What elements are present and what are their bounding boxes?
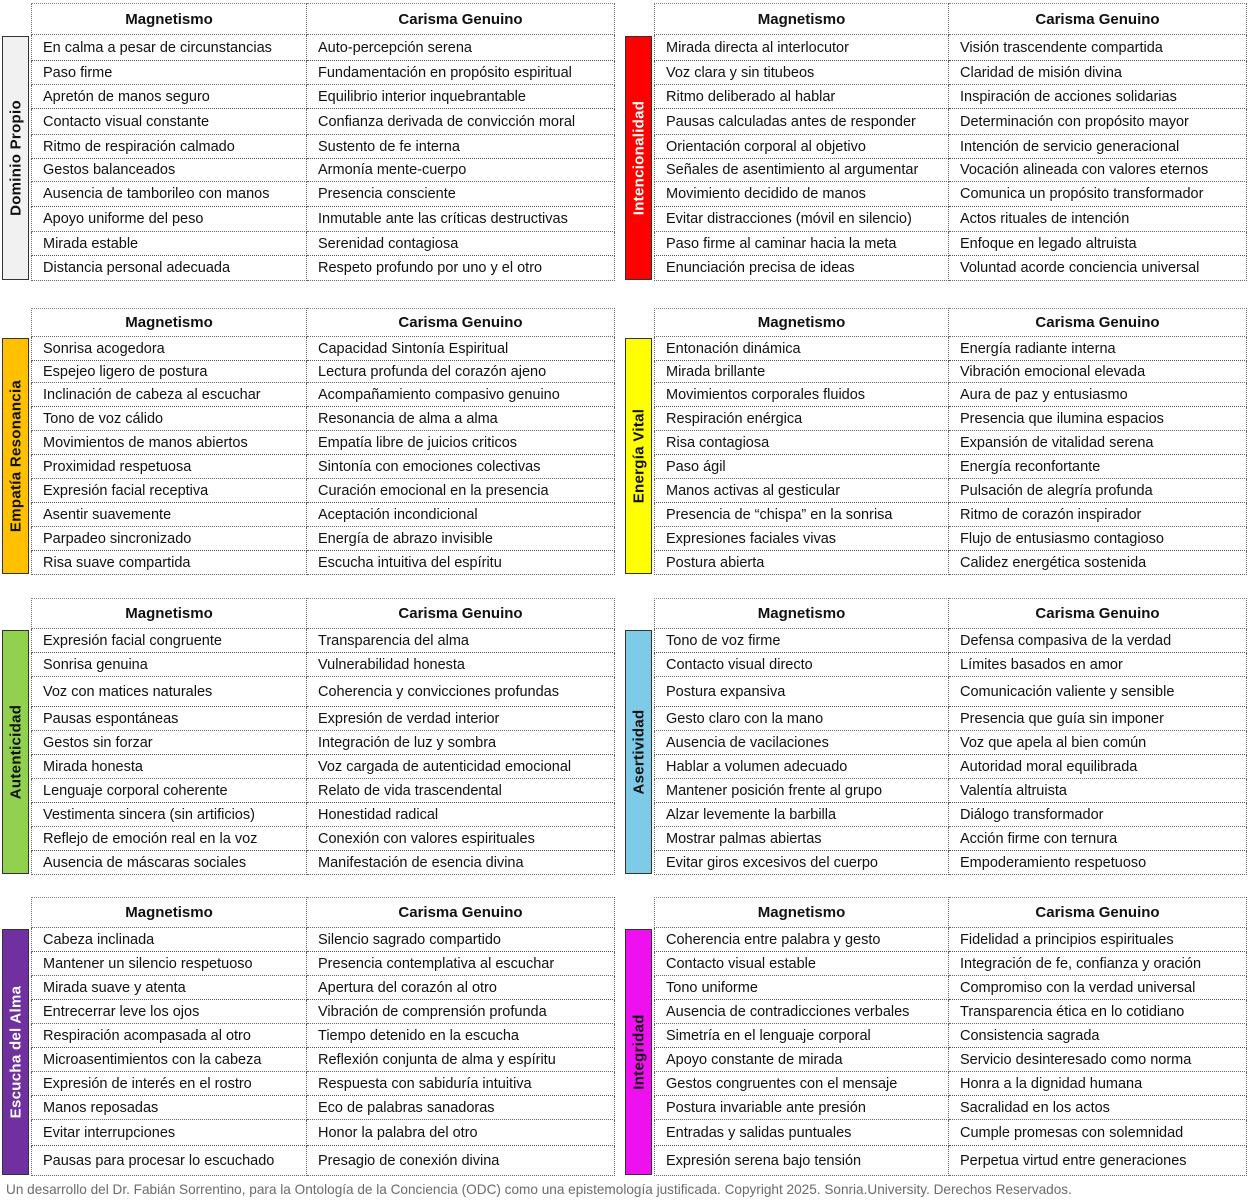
magnetismo-cell: Reflejo de emoción real en la voz (32, 827, 307, 851)
carisma-cell: Apertura del corazón al otro (307, 976, 615, 1000)
carisma-cell: Consistencia sagrada (949, 1024, 1247, 1048)
category-label-bar (2, 36, 29, 280)
carisma-cell: Conexión con valores espirituales (307, 827, 615, 851)
carisma-cell: Compromiso con la verdad universal (949, 976, 1247, 1000)
header-carisma-genuino: Carisma Genuino (949, 309, 1247, 337)
table-row (655, 232, 1247, 256)
carisma-cell: Eco de palabras sanadoras (307, 1096, 615, 1120)
magnetismo-cell: Expresión serena bajo tensión (655, 1146, 949, 1176)
magnetismo-cell: Movimientos corporales fluidos (655, 383, 949, 407)
header-magnetismo: Magnetismo (32, 898, 307, 928)
carisma-cell: Curación emocional en la presencia (307, 479, 615, 503)
magnetismo-cell: Postura expansiva (655, 677, 949, 707)
carisma-cell: Serenidad contagiosa (307, 232, 615, 256)
panel-integridad (625, 897, 1246, 1175)
magnetismo-cell: Parpadeo sincronizado (32, 527, 307, 551)
carisma-cell: Inmutable ante las críticas destructivas (307, 207, 615, 232)
magnetismo-cell: Asentir suavemente (32, 503, 307, 527)
magnetismo-cell: Movimiento decidido de manos (655, 182, 949, 207)
magnetismo-cell: Mantener posición frente al grupo (655, 779, 949, 803)
table-row (655, 1146, 1247, 1176)
carisma-cell: Presencia consciente (307, 182, 615, 207)
magnetismo-cell: Contacto visual constante (32, 109, 307, 135)
magnetismo-cell: Mirada suave y atenta (32, 976, 307, 1000)
table-row (32, 361, 615, 383)
carisma-cell: Expansión de vitalidad serena (949, 431, 1247, 455)
carisma-cell: Inspiración de acciones solidarias (949, 85, 1247, 109)
carisma-cell: Presagio de conexión divina (307, 1146, 615, 1176)
magnetismo-cell: Pausas para procesar lo escuchado (32, 1146, 307, 1176)
table-row (32, 207, 615, 232)
magnetismo-cell: Enunciación precisa de ideas (655, 256, 949, 281)
carisma-cell: Fidelidad a principios espirituales (949, 928, 1247, 952)
magnetismo-cell: Evitar distracciones (móvil en silencio) (655, 207, 949, 232)
carisma-cell: Escucha intuitiva del espíritu (307, 551, 615, 575)
carisma-cell: Sustento de fe interna (307, 135, 615, 159)
panel-table (654, 3, 1247, 281)
panel-table (31, 3, 615, 281)
table-row (32, 1120, 615, 1146)
panel-table (654, 598, 1247, 875)
table-row (32, 455, 615, 479)
magnetismo-cell: Cabeza inclinada (32, 928, 307, 952)
carisma-cell: Energía reconfortante (949, 455, 1247, 479)
carisma-cell: Equilibrio interior inquebrantable (307, 85, 615, 109)
carisma-cell: Presencia que ilumina espacios (949, 407, 1247, 431)
magnetismo-cell: Lenguaje corporal coherente (32, 779, 307, 803)
magnetismo-cell: Sonrisa acogedora (32, 337, 307, 361)
carisma-cell: Tiempo detenido en la escucha (307, 1024, 615, 1048)
table-row (32, 232, 615, 256)
carisma-cell: Sacralidad en los actos (949, 1096, 1247, 1120)
category-label-bar (625, 338, 652, 574)
table-row (655, 182, 1247, 207)
table-row (655, 207, 1247, 232)
carisma-cell: Cumple promesas con solemnidad (949, 1120, 1247, 1146)
table-row (655, 1072, 1247, 1096)
carisma-cell: Acción firme con ternura (949, 827, 1247, 851)
table-row (32, 527, 615, 551)
table-row (655, 1000, 1247, 1024)
carisma-cell: Determinación con propósito mayor (949, 109, 1247, 135)
table-row (32, 976, 615, 1000)
table-row (32, 1072, 615, 1096)
carisma-cell: Sintonía con emociones colectivas (307, 455, 615, 479)
header-carisma-genuino: Carisma Genuino (307, 599, 615, 629)
table-row (655, 928, 1247, 952)
table-row (32, 1000, 615, 1024)
table-row (655, 827, 1247, 851)
carisma-cell: Relato de vida trascendental (307, 779, 615, 803)
table-row (32, 407, 615, 431)
carisma-cell: Defensa compasiva de la verdad (949, 629, 1247, 653)
table-row (655, 731, 1247, 755)
magnetismo-cell: Gestos sin forzar (32, 731, 307, 755)
table-row (32, 1146, 615, 1176)
table-row (655, 159, 1247, 182)
table-row (32, 35, 615, 61)
header-magnetismo: Magnetismo (32, 4, 307, 35)
magnetismo-cell: Postura abierta (655, 551, 949, 575)
table-row (655, 361, 1247, 383)
carisma-cell: Integración de fe, confianza y oración (949, 952, 1247, 976)
carisma-cell: Pulsación de alegría profunda (949, 479, 1247, 503)
carisma-cell: Diálogo transformador (949, 803, 1247, 827)
carisma-cell: Flujo de entusiasmo contagioso (949, 527, 1247, 551)
carisma-cell: Manifestación de esencia divina (307, 851, 615, 875)
magnetismo-cell: Expresión facial receptiva (32, 479, 307, 503)
magnetismo-cell: Paso firme (32, 61, 307, 85)
table-row (655, 952, 1247, 976)
table-row (32, 159, 615, 182)
table-row (32, 383, 615, 407)
header-magnetismo: Magnetismo (32, 309, 307, 337)
magnetismo-cell: Simetría en el lenguaje corporal (655, 1024, 949, 1048)
table-row (655, 803, 1247, 827)
carisma-cell: Claridad de misión divina (949, 61, 1247, 85)
table-row (655, 677, 1247, 707)
table-row (32, 827, 615, 851)
copyright-footer: Un desarrollo del Dr. Fabián Sorrentino, para la Ontología de la Conciencia (ODC) como una epistemología justificada. Copyright 2025. Sonria.University. Derechos Reservados. (6, 1182, 1072, 1197)
header-carisma-genuino: Carisma Genuino (307, 898, 615, 928)
category-label-bar (2, 630, 29, 874)
table-row (655, 431, 1247, 455)
magnetismo-cell: Contacto visual directo (655, 653, 949, 677)
magnetismo-cell: Manos activas al gesticular (655, 479, 949, 503)
carisma-cell: Resonancia de alma a alma (307, 407, 615, 431)
carisma-cell: Voz que apela al bien común (949, 731, 1247, 755)
magnetismo-cell: Expresiones faciales vivas (655, 527, 949, 551)
carisma-cell: Visión trascendente compartida (949, 35, 1247, 61)
table-row (32, 629, 615, 653)
carisma-cell: Transparencia ética en lo cotidiano (949, 1000, 1247, 1024)
magnetismo-cell: Risa contagiosa (655, 431, 949, 455)
category-label: Asertividad (630, 709, 647, 795)
carisma-cell: Acompañamiento compasivo genuino (307, 383, 615, 407)
carisma-cell: Voluntad acorde conciencia universal (949, 256, 1247, 281)
table-row (655, 135, 1247, 159)
carisma-cell: Presencia contemplativa al escuchar (307, 952, 615, 976)
category-label: Intencionalidad (630, 100, 647, 216)
category-label-bar (625, 36, 652, 280)
table-row (32, 551, 615, 575)
category-label-bar (2, 338, 29, 574)
category-label: Energía Vital (630, 408, 647, 504)
magnetismo-cell: Manos reposadas (32, 1096, 307, 1120)
magnetismo-cell: Evitar interrupciones (32, 1120, 307, 1146)
table-row (655, 707, 1247, 731)
table-row (655, 629, 1247, 653)
magnetismo-cell: Expresión de interés en el rostro (32, 1072, 307, 1096)
carisma-cell: Comunicación valiente y sensible (949, 677, 1247, 707)
magnetismo-cell: Risa suave compartida (32, 551, 307, 575)
magnetismo-cell: Proximidad respetuosa (32, 455, 307, 479)
header-magnetismo: Magnetismo (655, 309, 949, 337)
magnetismo-cell: Microasentimientos con la cabeza (32, 1048, 307, 1072)
magnetismo-cell: Gestos congruentes con el mensaje (655, 1072, 949, 1096)
magnetismo-cell: Señales de asentimiento al argumentar (655, 159, 949, 182)
carisma-cell: Empatía libre de juicios criticos (307, 431, 615, 455)
table-row (655, 755, 1247, 779)
table-row (655, 551, 1247, 575)
magnetismo-cell: Presencia de “chispa” en la sonrisa (655, 503, 949, 527)
panel-table (31, 598, 615, 875)
carisma-cell: Armonía mente-cuerpo (307, 159, 615, 182)
header-carisma-genuino: Carisma Genuino (949, 898, 1247, 928)
table-row (655, 337, 1247, 361)
table-row (32, 1096, 615, 1120)
carisma-cell: Comunica un propósito transformador (949, 182, 1247, 207)
magnetismo-cell: Ausencia de contradicciones verbales (655, 1000, 949, 1024)
panel-dominio-propio (2, 3, 614, 280)
magnetismo-cell: Orientación corporal al objetivo (655, 135, 949, 159)
magnetismo-cell: Hablar a volumen adecuado (655, 755, 949, 779)
panel-energia-vital (625, 308, 1246, 574)
table-row (655, 109, 1247, 135)
carisma-cell: Capacidad Sintonía Espiritual (307, 337, 615, 361)
table-row (32, 677, 615, 707)
magnetismo-cell: Mirada estable (32, 232, 307, 256)
header-magnetismo: Magnetismo (655, 898, 949, 928)
magnetismo-cell: Entradas y salidas puntuales (655, 1120, 949, 1146)
carisma-cell: Lectura profunda del corazón ajeno (307, 361, 615, 383)
header-magnetismo: Magnetismo (655, 599, 949, 629)
magnetismo-cell: Pausas calculadas antes de responder (655, 109, 949, 135)
table-row (655, 851, 1247, 875)
carisma-cell: Honor la palabra del otro (307, 1120, 615, 1146)
magnetismo-cell: Ausencia de máscaras sociales (32, 851, 307, 875)
table-row (655, 976, 1247, 1000)
table-row (655, 1024, 1247, 1048)
category-label-bar (625, 929, 652, 1175)
table-row (32, 61, 615, 85)
magnetismo-cell: Entonación dinámica (655, 337, 949, 361)
carisma-cell: Autoridad moral equilibrada (949, 755, 1247, 779)
panel-table (31, 308, 615, 575)
table-row (655, 61, 1247, 85)
table-row (32, 109, 615, 135)
magnetismo-cell: En calma a pesar de circunstancias (32, 35, 307, 61)
magnetismo-cell: Gestos balanceados (32, 159, 307, 182)
carisma-cell: Perpetua virtud entre generaciones (949, 1146, 1247, 1176)
table-row (32, 337, 615, 361)
table-row (32, 479, 615, 503)
table-row (32, 803, 615, 827)
magnetismo-cell: Tono uniforme (655, 976, 949, 1000)
carisma-cell: Vibración de comprensión profunda (307, 1000, 615, 1024)
table-row (32, 256, 615, 281)
magnetismo-cell: Apretón de manos seguro (32, 85, 307, 109)
magnetismo-cell: Voz con matices naturales (32, 677, 307, 707)
table-row (655, 503, 1247, 527)
magnetismo-cell: Respiración acompasada al otro (32, 1024, 307, 1048)
magnetismo-cell: Inclinación de cabeza al escuchar (32, 383, 307, 407)
magnetismo-cell: Espejeo ligero de postura (32, 361, 307, 383)
table-row (32, 1048, 615, 1072)
category-label-bar (2, 929, 29, 1175)
carisma-cell: Voz cargada de autenticidad emocional (307, 755, 615, 779)
table-row (655, 455, 1247, 479)
carisma-cell: Transparencia del alma (307, 629, 615, 653)
magnetismo-cell: Expresión facial congruente (32, 629, 307, 653)
carisma-cell: Vibración emocional elevada (949, 361, 1247, 383)
magnetismo-cell: Tono de voz cálido (32, 407, 307, 431)
carisma-cell: Actos rituales de intención (949, 207, 1247, 232)
carisma-cell: Honra a la dignidad humana (949, 1072, 1247, 1096)
table-row (655, 527, 1247, 551)
magnetismo-cell: Mantener un silencio respetuoso (32, 952, 307, 976)
table-row (655, 1096, 1247, 1120)
panel-intencionalidad (625, 3, 1246, 280)
header-magnetismo: Magnetismo (655, 4, 949, 35)
category-label: Autenticidad (7, 704, 24, 800)
magnetismo-cell: Pausas espontáneas (32, 707, 307, 731)
table-row (32, 503, 615, 527)
magnetismo-cell: Ritmo deliberado al hablar (655, 85, 949, 109)
carisma-cell: Coherencia y convicciones profundas (307, 677, 615, 707)
carisma-cell: Integración de luz y sombra (307, 731, 615, 755)
category-label-bar (625, 630, 652, 874)
carisma-cell: Vocación alineada con valores eternos (949, 159, 1247, 182)
table-row (655, 35, 1247, 61)
carisma-cell: Calidez energética sostenida (949, 551, 1247, 575)
category-label: Escucha del Alma (7, 985, 24, 1119)
table-row (32, 707, 615, 731)
table-row (32, 85, 615, 109)
header-magnetismo: Magnetismo (32, 599, 307, 629)
table-row (32, 731, 615, 755)
header-carisma-genuino: Carisma Genuino (949, 599, 1247, 629)
carisma-cell: Intención de servicio generacional (949, 135, 1247, 159)
carisma-cell: Empoderamiento respetuoso (949, 851, 1247, 875)
table-row (32, 431, 615, 455)
carisma-cell: Vulnerabilidad honesta (307, 653, 615, 677)
panel-autenticidad (2, 598, 614, 874)
magnetismo-cell: Movimientos de manos abiertos (32, 431, 307, 455)
panel-empatia-resonancia (2, 308, 614, 574)
table-row (32, 135, 615, 159)
carisma-cell: Presencia que guía sin imponer (949, 707, 1247, 731)
table-row (32, 755, 615, 779)
table-row (32, 779, 615, 803)
magnetismo-cell: Mirada brillante (655, 361, 949, 383)
carisma-cell: Silencio sagrado compartido (307, 928, 615, 952)
header-carisma-genuino: Carisma Genuino (949, 4, 1247, 35)
table-row (655, 383, 1247, 407)
magnetismo-cell: Evitar giros excesivos del cuerpo (655, 851, 949, 875)
table-row (32, 952, 615, 976)
magnetismo-cell: Mirada directa al interlocutor (655, 35, 949, 61)
magnetismo-cell: Apoyo uniforme del peso (32, 207, 307, 232)
magnetismo-cell: Ritmo de respiración calmado (32, 135, 307, 159)
carisma-cell: Energía de abrazo invisible (307, 527, 615, 551)
category-label: Integridad (630, 1014, 647, 1090)
magnetismo-cell: Ausencia de vacilaciones (655, 731, 949, 755)
carisma-cell: Auto-percepción serena (307, 35, 615, 61)
category-label: Empatía Resonancia (7, 379, 24, 533)
table-row (655, 1120, 1247, 1146)
carisma-cell: Aceptación incondicional (307, 503, 615, 527)
panel-table (654, 308, 1247, 575)
carisma-cell: Ritmo de corazón inspirador (949, 503, 1247, 527)
panel-asertividad (625, 598, 1246, 874)
magnetismo-cell: Entrecerrar leve los ojos (32, 1000, 307, 1024)
table-row (655, 1048, 1247, 1072)
carisma-cell: Expresión de verdad interior (307, 707, 615, 731)
magnetismo-cell: Gesto claro con la mano (655, 707, 949, 731)
carisma-cell: Límites basados en amor (949, 653, 1247, 677)
magnetismo-cell: Paso firme al caminar hacia la meta (655, 232, 949, 256)
magnetismo-cell: Mostrar palmas abiertas (655, 827, 949, 851)
magnetismo-cell: Respiración enérgica (655, 407, 949, 431)
carisma-cell: Respeto profundo por uno y el otro (307, 256, 615, 281)
carisma-cell: Confianza derivada de convicción moral (307, 109, 615, 135)
panel-table (654, 897, 1247, 1176)
header-carisma-genuino: Carisma Genuino (307, 309, 615, 337)
magnetismo-cell: Voz clara y sin titubeos (655, 61, 949, 85)
table-row (32, 653, 615, 677)
magnetismo-cell: Postura invariable ante presión (655, 1096, 949, 1120)
table-row (32, 851, 615, 875)
carisma-cell: Honestidad radical (307, 803, 615, 827)
magnetismo-cell: Tono de voz firme (655, 629, 949, 653)
magnetismo-cell: Mirada honesta (32, 755, 307, 779)
table-row (32, 182, 615, 207)
carisma-cell: Fundamentación en propósito espiritual (307, 61, 615, 85)
magnetismo-cell: Distancia personal adecuada (32, 256, 307, 281)
category-label: Dominio Propio (7, 100, 24, 216)
carisma-cell: Energía radiante interna (949, 337, 1247, 361)
carisma-cell: Reflexión conjunta de alma y espíritu (307, 1048, 615, 1072)
magnetismo-cell: Apoyo constante de mirada (655, 1048, 949, 1072)
magnetismo-cell: Coherencia entre palabra y gesto (655, 928, 949, 952)
magnetismo-cell: Vestimenta sincera (sin artificios) (32, 803, 307, 827)
magnetismo-cell: Alzar levemente la barbilla (655, 803, 949, 827)
table-row (655, 407, 1247, 431)
carisma-cell: Servicio desinteresado como norma (949, 1048, 1247, 1072)
panel-escucha-del-alma (2, 897, 614, 1175)
panel-table (31, 897, 615, 1176)
table-row (655, 479, 1247, 503)
table-row (32, 928, 615, 952)
table-row (655, 779, 1247, 803)
magnetismo-cell: Paso ágil (655, 455, 949, 479)
magnetismo-cell: Ausencia de tamborileo con manos (32, 182, 307, 207)
table-row (655, 256, 1247, 281)
table-row (32, 1024, 615, 1048)
carisma-cell: Respuesta con sabiduría intuitiva (307, 1072, 615, 1096)
table-row (655, 85, 1247, 109)
carisma-cell: Enfoque en legado altruista (949, 232, 1247, 256)
header-carisma-genuino: Carisma Genuino (307, 4, 615, 35)
table-row (655, 653, 1247, 677)
carisma-cell: Aura de paz y entusiasmo (949, 383, 1247, 407)
magnetismo-cell: Sonrisa genuina (32, 653, 307, 677)
carisma-cell: Valentía altruista (949, 779, 1247, 803)
magnetismo-cell: Contacto visual estable (655, 952, 949, 976)
